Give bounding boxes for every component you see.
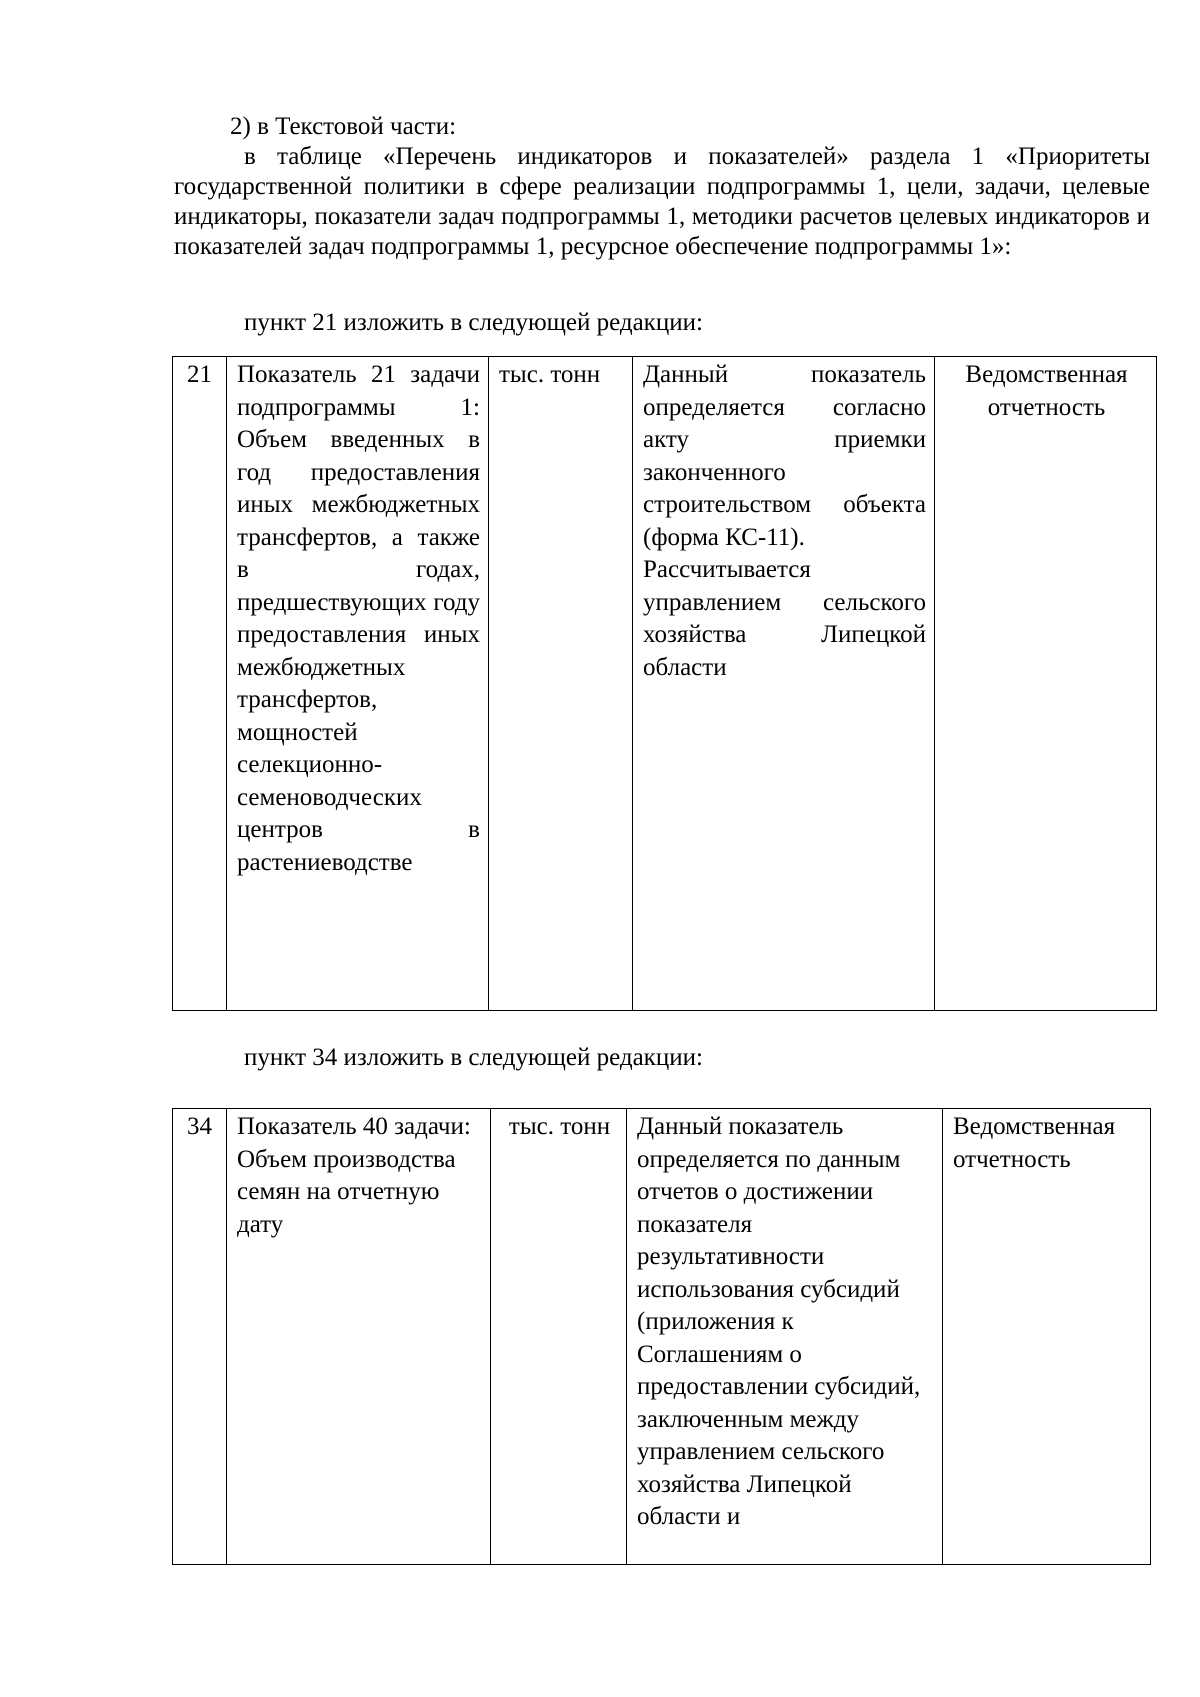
section-34-heading: пункт 34 изложить в следующей редакции:: [244, 1044, 703, 1071]
source-cell: Ведомственная отчетность: [935, 357, 1157, 1011]
table-row: [173, 357, 1157, 1011]
row-number-cell: 21: [173, 357, 227, 1011]
indicator-name-cell: Показатель 21 задачи подпрограммы 1: Объем введенных в год предоставления иных межбюджетных трансфертов, а также в годах, предшествующих году предоставления иных межбюджетных трансфертов, мощностей селекционно-семеноводческих центров в растениеводстве: [227, 357, 489, 1011]
intro-paragraph: [174, 142, 1150, 262]
table-point-21: [172, 356, 1157, 1011]
method-text: Данный показатель определяется согласно акту приемки законченного строительством объекта (форма КС-11).: [643, 361, 926, 551]
method-text-2: Рассчитывается управлением сельского хозяйства Липецкой области: [643, 556, 926, 681]
source-cell: Ведомственная отчетность: [943, 1109, 1151, 1565]
method-cell: [633, 357, 935, 1011]
unit-cell: тыс. тонн: [491, 1109, 627, 1565]
document-body: [174, 112, 1150, 262]
method-cell: Данный показатель определяется по данным отчетов о достижении показателя результативности использования субсидий (приложения к Соглашениям о предоставлении субсидий, заключенным между управлением сельского хозяйства Липецкой области и: [627, 1109, 943, 1565]
indicator-name-cell: Показатель 40 задачи: Объем производства семян на отчетную дату: [227, 1109, 491, 1565]
unit-cell: тыс. тонн: [489, 357, 633, 1011]
intro-paragraph-text: в таблице «Перечень индикаторов и показателей» раздела 1 «Приоритеты государственной политики в сфере реализации подпрограммы 1, цели, задачи, целевые индикаторы, показатели задач подпрограммы 1, методики расчетов целевых индикаторов и показателей задач подпрограммы 1, ресурсное обеспечение подпрограммы 1»:: [174, 143, 1150, 260]
section-21-heading: пункт 21 изложить в следующей редакции:: [244, 309, 703, 336]
row-number-cell: 34: [173, 1109, 227, 1565]
table-point-34: [172, 1108, 1151, 1565]
table-row: [173, 1109, 1151, 1565]
item-label: 2) в Текстовой части:: [230, 113, 457, 140]
